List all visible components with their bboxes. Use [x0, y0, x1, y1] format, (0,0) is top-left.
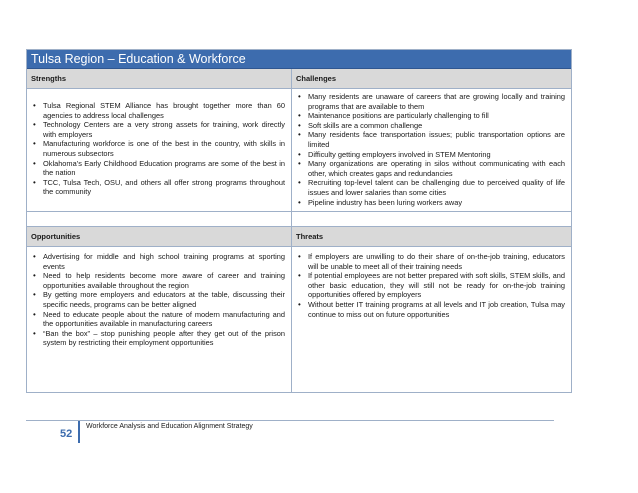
- list-item: • Recruiting top-level talent can be challenging due to perceived quality of life issues and lower salaries than some cities: [308, 178, 565, 197]
- list-item: • Technology Centers are a very strong assets for training, work directly with employers: [43, 120, 285, 139]
- body-row-strengths-challenges: [27, 89, 571, 212]
- opportunities-cell: [27, 247, 292, 392]
- footer-divider: [26, 420, 554, 421]
- list-item: • Advertising for middle and high school training programs at sporting events: [43, 252, 285, 271]
- challenges-list: [292, 89, 571, 207]
- spacer-cell-right: [292, 212, 571, 226]
- list-item: • Need to help residents become more aware of career and training opportunities available throughout the region: [43, 271, 285, 290]
- list-item: • Need to educate people about the nature of modern manufacturing and the opportunities available in manufacturing careers: [43, 310, 285, 329]
- list-item: • If potential employees are not better prepared with soft skills, STEM skills, and other basic education, they will still not be ready for on-the-job training opportunities offered by employers: [308, 271, 565, 300]
- strengths-heading: Strengths: [27, 69, 292, 88]
- page-number: 52: [60, 428, 73, 440]
- list-item: • By getting more employers and educators at the table, discussing their specific needs, programs can be better aligned: [43, 290, 285, 309]
- header-row-strengths-challenges: [27, 69, 571, 89]
- list-item: • TCC, Tulsa Tech, OSU, and others all offer strong programs throughout the community: [43, 178, 285, 197]
- strengths-list: [27, 89, 291, 197]
- challenges-cell: [292, 89, 571, 211]
- list-item: • Soft skills are a common challenge: [308, 121, 565, 131]
- threats-heading: Threats: [296, 232, 324, 241]
- spacer-cell-left: [27, 212, 292, 226]
- body-row-opportunities-threats: [27, 247, 571, 392]
- list-item: • Difficulty getting employers involved in STEM Mentoring: [308, 150, 565, 160]
- opportunities-list: [27, 247, 291, 348]
- list-item: • Pipeline industry has been luring workers away: [308, 198, 565, 208]
- swot-table: [26, 49, 572, 393]
- strengths-cell: [27, 89, 292, 211]
- header-row-opportunities-threats: [27, 227, 571, 247]
- threats-list: [292, 247, 571, 319]
- list-item: • Many residents are unaware of careers that are growing locally and training programs that are available to them: [308, 92, 565, 111]
- list-item: • Without better IT training programs at all levels and IT job creation, Tulsa may continue to miss out on future opportunities: [308, 300, 565, 319]
- list-item: • If employers are unwilling to do their share of on-the-job training, educators will be unable to meet all of their training needs: [308, 252, 565, 271]
- list-item: • “Ban the box” – stop punishing people after they get out of the prison system by restricting their employment opportunities: [43, 329, 285, 348]
- list-item: • Maintenance positions are particularly challenging to fill: [308, 111, 565, 121]
- list-item: • Many residents face transportation issues; public transportation options are limited: [308, 130, 565, 149]
- list-item: • Tulsa Regional STEM Alliance has brought together more than 60 agencies to address local challenges: [43, 101, 285, 120]
- footer-accent-bar: [78, 421, 80, 443]
- threats-cell: [292, 247, 571, 392]
- footer-title: Workforce Analysis and Education Alignment Strategy: [86, 423, 253, 430]
- list-item: • Manufacturing workforce is one of the best in the country, with skills in numerous subsectors: [43, 139, 285, 158]
- table-title: Tulsa Region – Education & Workforce: [27, 50, 571, 69]
- list-item: • Many organizations are operating in silos without communicating with each other, which creates gaps and redundancies: [308, 159, 565, 178]
- challenges-heading: Challenges: [296, 74, 337, 83]
- list-item: • Oklahoma’s Early Childhood Education programs are some of the best in the nation: [43, 159, 285, 178]
- opportunities-heading: Opportunities: [27, 227, 292, 246]
- spacer-row: [27, 212, 571, 227]
